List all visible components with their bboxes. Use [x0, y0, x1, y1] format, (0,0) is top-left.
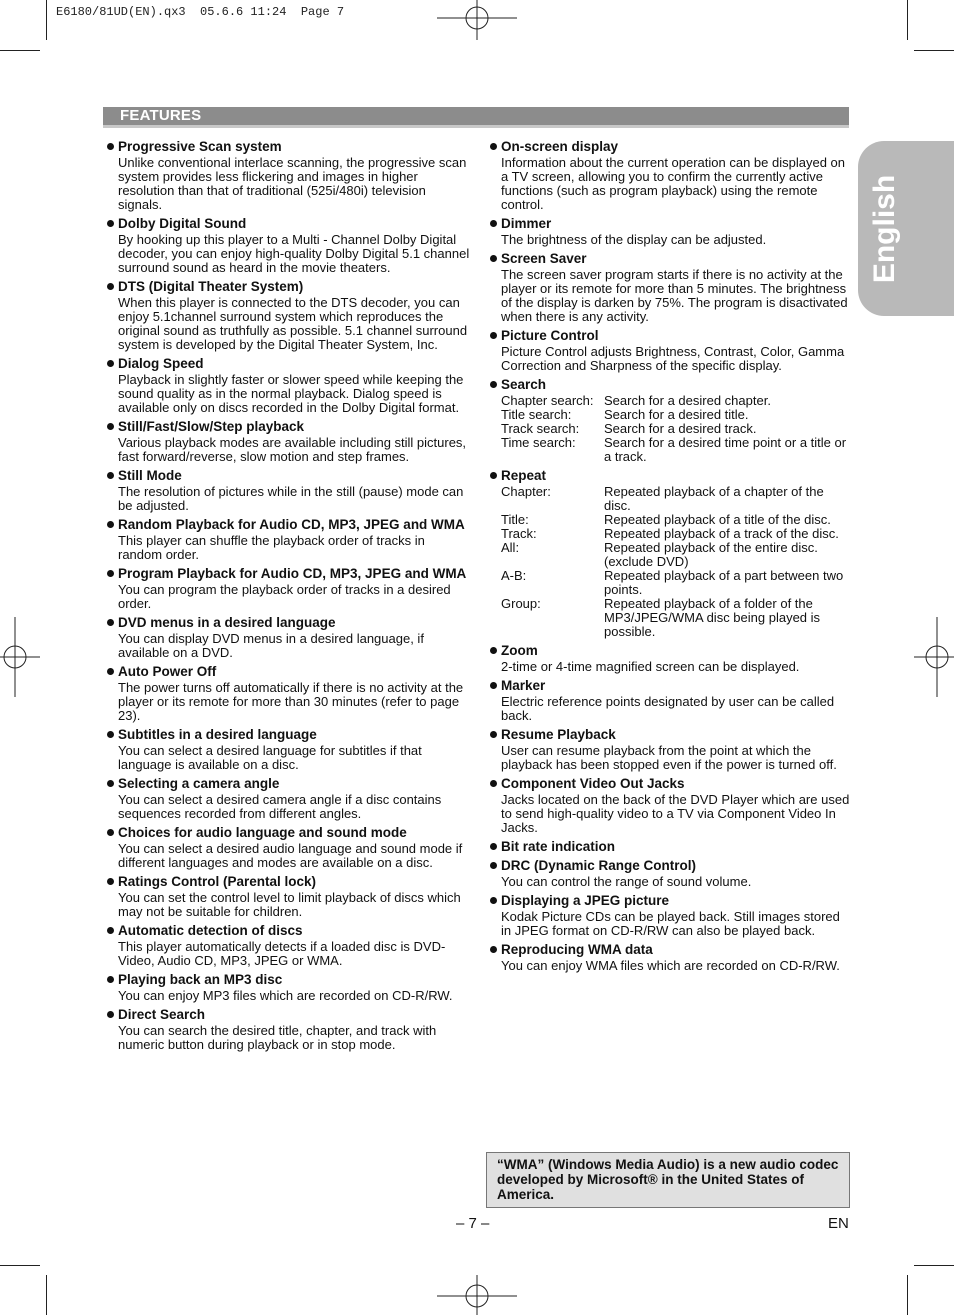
- features-right-column: [489, 139, 851, 977]
- feature-item: [106, 216, 470, 275]
- search-row: [489, 422, 851, 436]
- page-number: – 7 –: [456, 1215, 490, 1232]
- feature-title: [106, 615, 470, 630]
- search-row-label: Chapter search:: [501, 393, 594, 408]
- feature-title-text: Reproducing WMA data: [501, 942, 653, 957]
- bullet-icon: [107, 570, 114, 577]
- feature-title-text: Resume Playback: [501, 727, 616, 742]
- search-row-label: Time search:: [501, 435, 576, 450]
- feature-title: [106, 517, 470, 532]
- bullet-icon: [107, 780, 114, 787]
- registration-mark-left-icon: [0, 617, 40, 697]
- feature-title-text: Dolby Digital Sound: [118, 216, 247, 231]
- language-tab-label: English: [868, 174, 901, 283]
- feature-item: [106, 727, 470, 772]
- feature-description: Kodak Picture CDs can be played back. Still images stored in JPEG format on CD-R/RW can also be played back.: [501, 909, 840, 938]
- feature-title: [106, 468, 470, 483]
- feature-title-text: Dialog Speed: [118, 356, 204, 371]
- feature-title: [106, 1007, 470, 1022]
- search-row: [489, 408, 851, 422]
- search-feature: [489, 377, 851, 464]
- feature-item: [106, 468, 470, 513]
- registration-mark-top-icon: [437, 0, 517, 40]
- feature-title-text: Auto Power Off: [118, 664, 217, 679]
- feature-description: 2-time or 4-time magnified screen can be displayed.: [501, 659, 800, 674]
- feature-title-text: Playing back an MP3 disc: [118, 972, 283, 987]
- bullet-icon: [490, 143, 497, 150]
- bullet-icon: [490, 780, 497, 787]
- repeat-row-value: Repeated playback of a title of the disc.: [604, 512, 831, 527]
- feature-item: [106, 972, 470, 1003]
- bullet-icon: [107, 423, 114, 430]
- bullet-icon: [490, 647, 497, 654]
- feature-item: [106, 776, 470, 821]
- feature-title: [106, 776, 470, 791]
- feature-title: [106, 139, 470, 154]
- feature-description: User can resume playback from the point at which the playback has been stopped even if the power is turned off.: [501, 743, 837, 772]
- bullet-icon: [107, 878, 114, 885]
- feature-item: [106, 664, 470, 723]
- feature-title: [489, 893, 851, 908]
- feature-description: The resolution of pictures while in the still (pause) mode can be adjusted.: [118, 484, 464, 513]
- feature-item: [489, 858, 851, 889]
- crop-mark-bottom-left-h: [0, 1265, 40, 1266]
- feature-title-text: Still Mode: [118, 468, 182, 483]
- feature-title-text: Direct Search: [118, 1007, 206, 1022]
- feature-description: Picture Control adjusts Brightness, Contrast, Color, Gamma Correction and Sharpness of the specific display.: [501, 344, 845, 373]
- feature-item: [106, 825, 470, 870]
- repeat-row-value: Repeated playback of the entire disc. (exclude DVD): [604, 540, 818, 569]
- repeat-row-label: A-B:: [501, 568, 527, 583]
- repeat-row-value: Repeated playback of a chapter of the disc.: [604, 484, 824, 513]
- section-header: [103, 107, 849, 128]
- feature-title: [489, 942, 851, 957]
- feature-title-text: Choices for audio language and sound mode: [118, 825, 407, 840]
- feature-description: Electric reference points designated by user can be called back.: [501, 694, 835, 723]
- feature-item: [106, 356, 470, 415]
- search-row: [489, 394, 851, 408]
- feature-item: [106, 923, 470, 968]
- repeat-row: [489, 597, 851, 639]
- feature-item: [489, 839, 851, 854]
- language-code: EN: [828, 1215, 849, 1232]
- repeat-row: [489, 513, 851, 527]
- feature-description: You can enjoy WMA files which are recorded on CD-R/RW.: [501, 958, 840, 973]
- feature-title-text: DTS (Digital Theater System): [118, 279, 304, 294]
- feature-description: Playback in slightly faster or slower speed while keeping the sound quality as in the normal playback. Dialog speed is available only on discs recorded in the Dolby Digital format.: [118, 372, 464, 415]
- bullet-icon: [107, 668, 114, 675]
- feature-description: You can control the range of sound volume.: [501, 874, 752, 889]
- feature-item: [106, 517, 470, 562]
- feature-title: [106, 566, 470, 581]
- bullet-icon: [490, 220, 497, 227]
- wma-note-text: “WMA” (Windows Media Audio) is a new audio codec developed by Microsoft® in the United States of America.: [497, 1157, 839, 1202]
- crop-mark-top-right-v: [907, 0, 908, 40]
- bullet-icon: [107, 220, 114, 227]
- crop-mark-bottom-right-h: [914, 1265, 954, 1266]
- feature-item: [489, 776, 851, 835]
- bullet-icon: [490, 843, 497, 850]
- features-left-column: [106, 139, 470, 1056]
- feature-description: You can set the control level to limit playback of discs which may not be suitable for children.: [118, 890, 461, 919]
- feature-item: [106, 279, 470, 352]
- feature-description: Unlike conventional interlace scanning, the progressive scan system provides less flickering and images in higher resolution than that of traditional (525i/480i) television signals.: [118, 155, 467, 212]
- feature-description: When this player is connected to the DTS decoder, you can enjoy 5.1channel surround system which reproduces the original sound as truthfully as possible. 5.1 channel surround system is developed by the Digital Theater System, Inc.: [118, 295, 468, 352]
- feature-item: [489, 893, 851, 938]
- feature-title-text: DVD menus in a desired language: [118, 615, 336, 630]
- bullet-icon: [107, 143, 114, 150]
- repeat-row-value: Repeated playback of a folder of the MP3/JPEG/WMA disc being played is possible.: [604, 596, 821, 639]
- crop-mark-bottom-left-v: [46, 1275, 47, 1315]
- repeat-feature: [489, 468, 851, 639]
- repeat-row-label: Title:: [501, 512, 529, 527]
- feature-item: [489, 216, 851, 247]
- crop-mark-top-left-v: [46, 0, 47, 40]
- feature-description: You can search the desired title, chapter, and track with numeric button during playback or in stop mode.: [118, 1023, 437, 1052]
- search-row-value: Search for a desired time point or a title or a track.: [604, 435, 847, 464]
- repeat-row-label: All:: [501, 540, 520, 555]
- bullet-icon: [107, 976, 114, 983]
- feature-title: [489, 328, 851, 343]
- feature-title: [106, 972, 470, 987]
- bullet-icon: [107, 731, 114, 738]
- search-row-label: Track search:: [501, 421, 580, 436]
- search-row-label: Title search:: [501, 407, 572, 422]
- crop-mark-bottom-right-v: [907, 1275, 908, 1315]
- feature-description: The power turns off automatically if there is no activity at the player or its remote for more than 30 minutes (refer to page 23).: [118, 680, 464, 723]
- search-row-value: Search for a desired chapter.: [604, 393, 771, 408]
- feature-description: This player can shuffle the playback order of tracks in random order.: [118, 533, 425, 562]
- bullet-icon: [107, 1011, 114, 1018]
- repeat-row: [489, 485, 851, 513]
- feature-title: [106, 279, 470, 294]
- feature-title-text: Repeat: [501, 468, 547, 483]
- feature-item: [106, 139, 470, 212]
- feature-title-text: Selecting a camera angle: [118, 776, 280, 791]
- feature-title: [489, 727, 851, 742]
- feature-title-text: Displaying a JPEG picture: [501, 893, 670, 908]
- feature-title: [489, 251, 851, 266]
- feature-title: [489, 858, 851, 873]
- feature-title: [489, 678, 851, 693]
- feature-item: [106, 419, 470, 464]
- feature-description: The brightness of the display can be adjusted.: [501, 232, 767, 247]
- registration-mark-bottom-icon: [437, 1275, 517, 1315]
- feature-title: [489, 377, 851, 392]
- search-row-value: Search for a desired track.: [604, 421, 757, 436]
- repeat-row: [489, 569, 851, 597]
- feature-title: [106, 923, 470, 938]
- feature-item: [489, 251, 851, 324]
- bullet-icon: [107, 619, 114, 626]
- bullet-icon: [107, 829, 114, 836]
- feature-title: [489, 643, 851, 658]
- feature-title: [489, 216, 851, 231]
- feature-title-text: Picture Control: [501, 328, 599, 343]
- feature-description: This player automatically detects if a loaded disc is DVD-Video, Audio CD, MP3, JPEG or WMA.: [118, 939, 446, 968]
- feature-title-text: Automatic detection of discs: [118, 923, 303, 938]
- feature-title: [106, 216, 470, 231]
- feature-description: Information about the current operation can be displayed on a TV screen, allowing you to confirm the currently active functions (such as program playback) using the remote control.: [501, 155, 846, 212]
- crop-mark-top-left-h: [0, 50, 40, 51]
- feature-title-text: Bit rate indication: [501, 839, 616, 854]
- feature-title: [106, 419, 470, 434]
- feature-description: You can select a desired language for subtitles if that language is available on a disc.: [118, 743, 422, 772]
- bullet-icon: [107, 360, 114, 367]
- feature-item: [489, 328, 851, 373]
- repeat-row-label: Chapter:: [501, 484, 551, 499]
- bullet-icon: [490, 897, 497, 904]
- feature-title-text: Screen Saver: [501, 251, 587, 266]
- bullet-icon: [490, 381, 497, 388]
- feature-description: You can select a desired camera angle if a disc contains sequences recorded from different angles.: [118, 792, 442, 821]
- repeat-row: [489, 541, 851, 569]
- bullet-icon: [107, 472, 114, 479]
- feature-title: [489, 468, 851, 483]
- feature-title: [489, 776, 851, 791]
- feature-item: [489, 678, 851, 723]
- feature-title-text: Random Playback for Audio CD, MP3, JPEG and WMA: [118, 517, 465, 532]
- feature-item: [489, 942, 851, 973]
- feature-title-text: Program Playback for Audio CD, MP3, JPEG and WMA: [118, 566, 467, 581]
- feature-item: [106, 615, 470, 660]
- bullet-icon: [490, 862, 497, 869]
- bullet-icon: [490, 332, 497, 339]
- repeat-row-value: Repeated playback of a part between two points.: [604, 568, 844, 597]
- bullet-icon: [490, 731, 497, 738]
- feature-title-text: On-screen display: [501, 139, 619, 154]
- feature-title-text: Subtitles in a desired language: [118, 727, 317, 742]
- bullet-icon: [107, 521, 114, 528]
- feature-title-text: DRC (Dynamic Range Control): [501, 858, 697, 873]
- feature-description: The screen saver program starts if there is no activity at the player or its remote for more than 5 minutes. The brightness of the display is darken by 75%. The program is disactivated when there is any activity.: [501, 267, 848, 324]
- repeat-row-label: Track:: [501, 526, 537, 541]
- feature-description: You can enjoy MP3 files which are recorded on CD-R/RW.: [118, 988, 453, 1003]
- repeat-row-value: Repeated playback of a track of the disc.: [604, 526, 839, 541]
- feature-item: [106, 566, 470, 611]
- feature-title-text: Progressive Scan system: [118, 139, 282, 154]
- feature-description: You can display DVD menus in a desired language, if available on a DVD.: [118, 631, 424, 660]
- crop-mark-top-right-h: [914, 50, 954, 51]
- feature-item: [489, 643, 851, 674]
- bullet-icon: [490, 682, 497, 689]
- feature-title-text: Ratings Control (Parental lock): [118, 874, 317, 889]
- feature-title: [106, 874, 470, 889]
- feature-title-text: Marker: [501, 678, 546, 693]
- feature-title-text: Dimmer: [501, 216, 552, 231]
- feature-description: Various playback modes are available including still pictures, fast forward/reverse, slow motion and step frames.: [118, 435, 467, 464]
- feature-title: [106, 664, 470, 679]
- feature-title-text: Component Video Out Jacks: [501, 776, 685, 791]
- feature-description: Jacks located on the back of the DVD Player which are used to send high-quality video to a TV via Component Video In Jacks.: [501, 792, 850, 835]
- repeat-row: [489, 527, 851, 541]
- bullet-icon: [107, 927, 114, 934]
- feature-item: [106, 1007, 470, 1052]
- search-row: [489, 436, 851, 464]
- feature-title: [489, 139, 851, 154]
- feature-title-text: Search: [501, 377, 547, 392]
- feature-item: [489, 139, 851, 212]
- feature-description: You can program the playback order of tracks in a desired order.: [118, 582, 451, 611]
- feature-item: [106, 874, 470, 919]
- feature-title: [106, 825, 470, 840]
- bullet-icon: [107, 283, 114, 290]
- feature-title: [489, 839, 851, 854]
- section-title: FEATURES: [120, 107, 202, 124]
- language-tab: [858, 141, 954, 316]
- feature-description: You can select a desired audio language and sound mode if different languages and modes are available on a disc.: [118, 841, 463, 870]
- feature-title-text: Zoom: [501, 643, 538, 658]
- bullet-icon: [490, 946, 497, 953]
- feature-title: [106, 356, 470, 371]
- print-slug: E6180/81UD(EN).qx3 05.6.6 11:24 Page 7: [56, 5, 345, 19]
- wma-note-box: [486, 1152, 850, 1208]
- registration-mark-right-icon: [914, 617, 954, 697]
- search-row-value: Search for a desired title.: [604, 407, 749, 422]
- bullet-icon: [490, 472, 497, 479]
- repeat-row-label: Group:: [501, 596, 541, 611]
- feature-title: [106, 727, 470, 742]
- feature-title-text: Still/Fast/Slow/Step playback: [118, 419, 305, 434]
- bullet-icon: [490, 255, 497, 262]
- feature-item: [489, 727, 851, 772]
- feature-description: By hooking up this player to a Multi - Channel Dolby Digital decoder, you can enjoy high-quality Dolby Digital 5.1 channel surround sound as heard in the movie theaters.: [118, 232, 470, 275]
